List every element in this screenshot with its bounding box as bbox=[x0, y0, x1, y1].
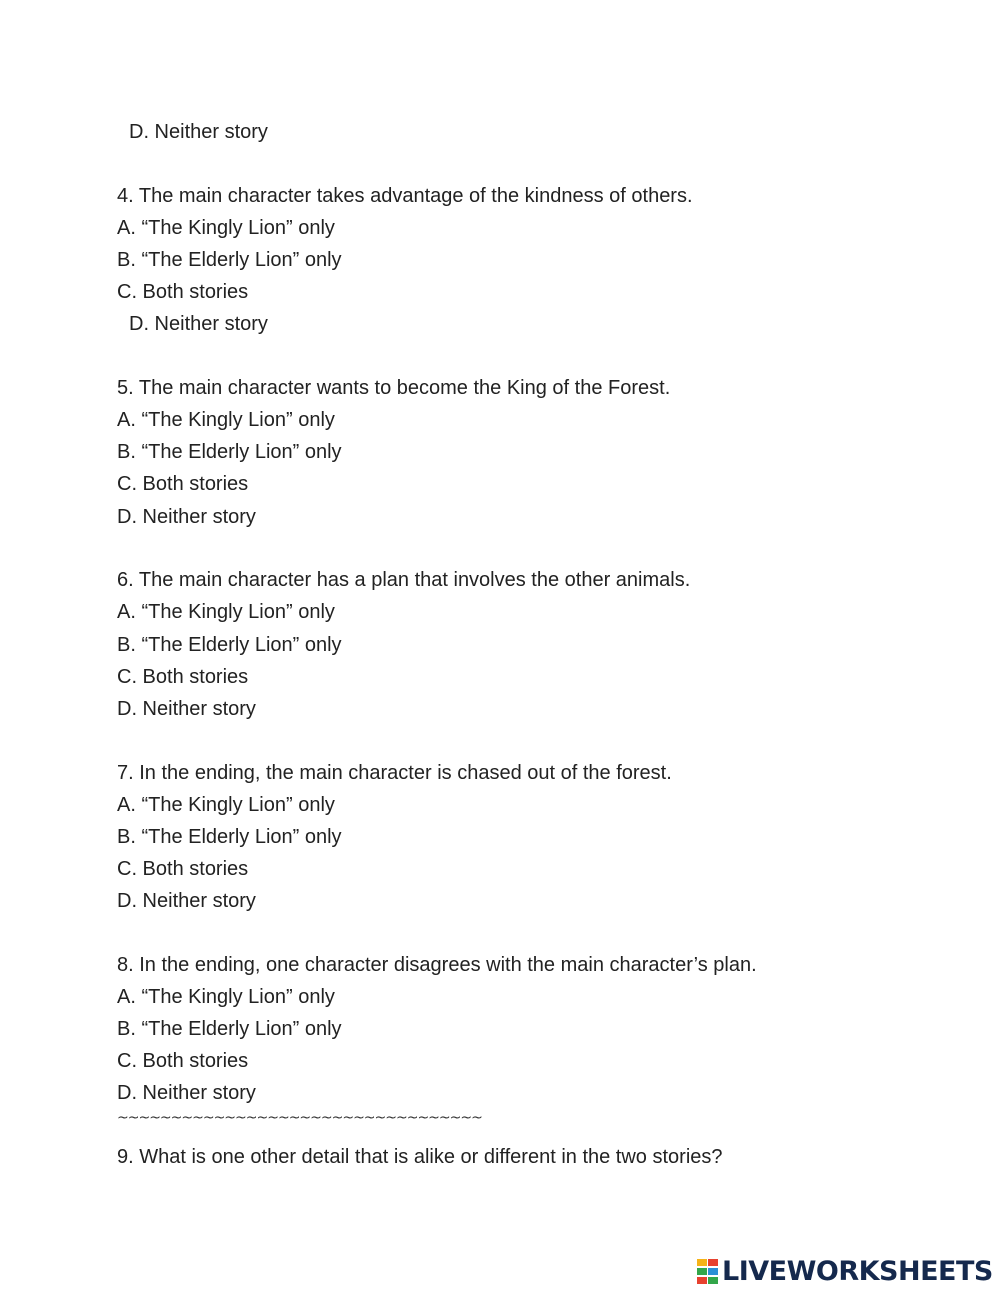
q6-prompt: 6. The main character has a plan that involves the other animals. bbox=[117, 569, 691, 591]
q5-prompt: 5. The main character wants to become the King of the Forest. bbox=[117, 377, 671, 399]
q8-option-b: B. “The Elderly Lion” only bbox=[117, 1018, 342, 1040]
q5-option-a: A. “The Kingly Lion” only bbox=[117, 409, 335, 431]
tilde-divider: ~~~~~~~~~~~~~~~~~~~~~~~~~~~~~~~~~~ bbox=[117, 1110, 482, 1126]
q6-option-b: B. “The Elderly Lion” only bbox=[117, 634, 342, 656]
q6-option-a: A. “The Kingly Lion” only bbox=[117, 601, 335, 623]
q8-prompt: 8. In the ending, one character disagrees with the main character’s plan. bbox=[117, 954, 757, 976]
q7-option-b: B. “The Elderly Lion” only bbox=[117, 826, 342, 848]
q5-option-c: C. Both stories bbox=[117, 473, 249, 495]
q5-option-b: B. “The Elderly Lion” only bbox=[117, 441, 342, 463]
q3-option-d: D. Neither story bbox=[129, 121, 268, 143]
liveworksheets-logo bbox=[697, 1255, 993, 1289]
q8-option-a: A. “The Kingly Lion” only bbox=[117, 986, 335, 1008]
q4-prompt: 4. The main character takes advantage of the kindness of others. bbox=[117, 185, 693, 207]
q7-prompt: 7. In the ending, the main character is chased out of the forest. bbox=[117, 762, 672, 784]
logo-blocks-icon bbox=[697, 1259, 719, 1285]
q4-option-c: C. Both stories bbox=[117, 281, 249, 303]
q6-option-d: D. Neither story bbox=[117, 698, 256, 720]
q4-option-a: A. “The Kingly Lion” only bbox=[117, 217, 335, 239]
q7-option-a: A. “The Kingly Lion” only bbox=[117, 794, 335, 816]
q9-prompt: 9. What is one other detail that is alike or different in the two stories? bbox=[117, 1146, 723, 1168]
q6-option-c: C. Both stories bbox=[117, 666, 249, 688]
q4-option-b: B. “The Elderly Lion” only bbox=[117, 249, 342, 271]
q8-option-d: D. Neither story bbox=[117, 1082, 256, 1104]
q7-option-d: D. Neither story bbox=[117, 890, 256, 912]
logo-text: LIVEWORKSHEETS bbox=[722, 1256, 993, 1287]
q8-option-c: C. Both stories bbox=[117, 1050, 249, 1072]
q7-option-c: C. Both stories bbox=[117, 858, 249, 880]
q4-option-d: D. Neither story bbox=[129, 313, 268, 335]
q5-option-d: D. Neither story bbox=[117, 506, 256, 528]
